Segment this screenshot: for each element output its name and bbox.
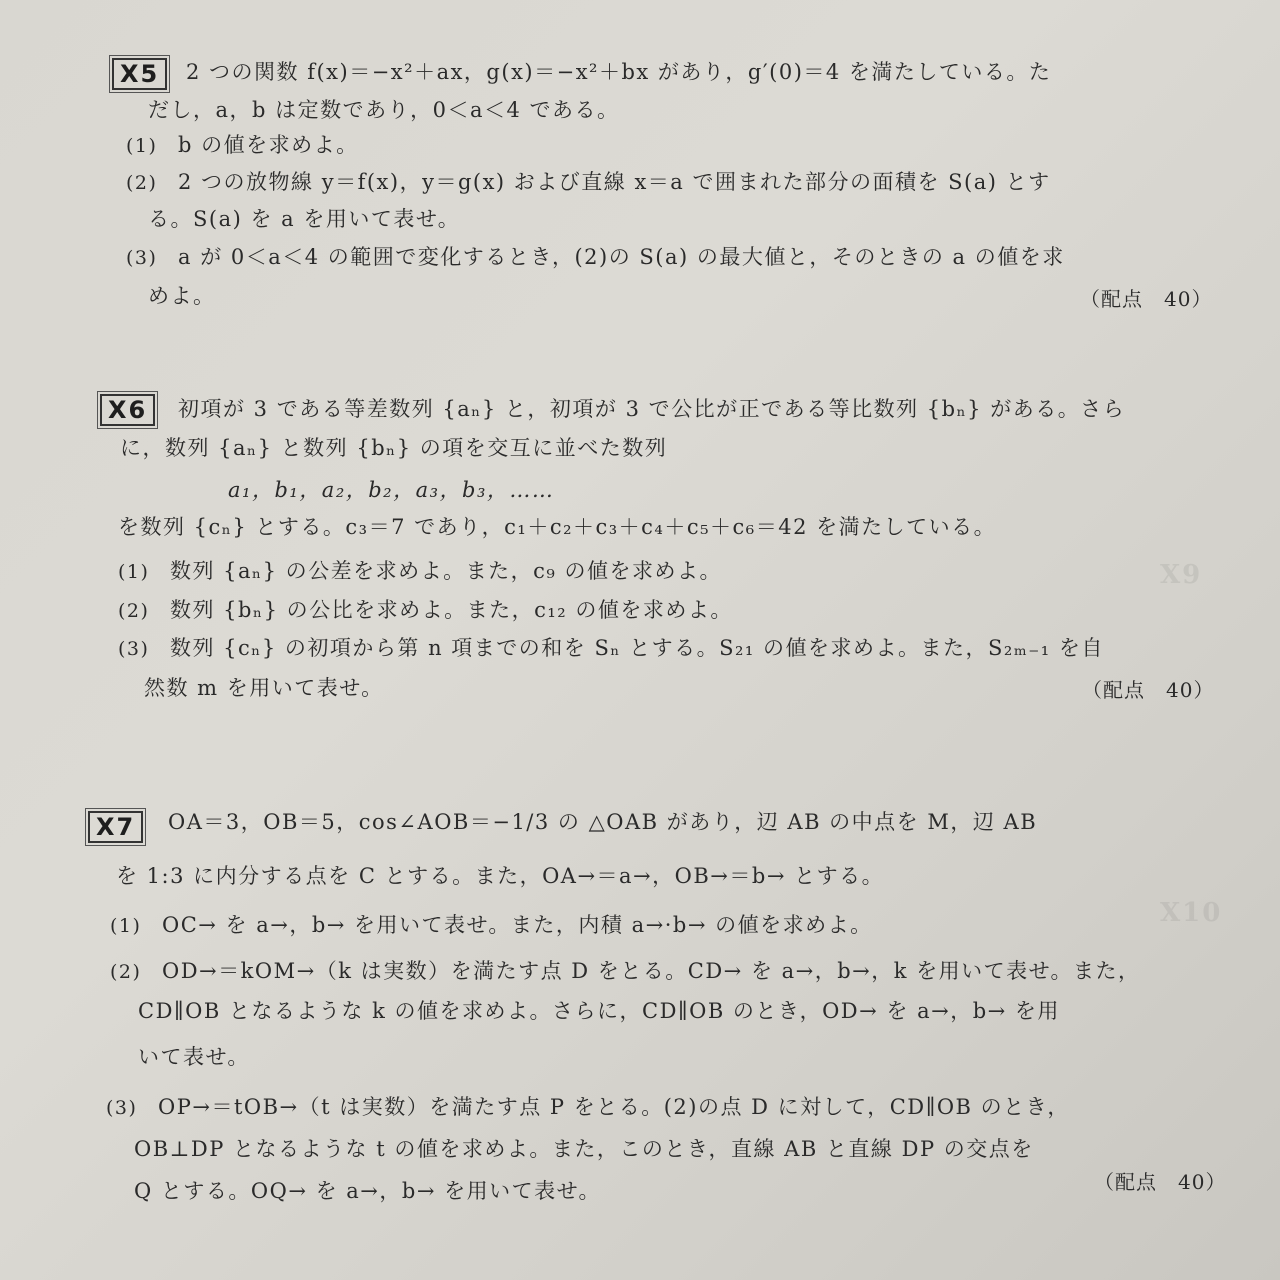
- x5-q1: [126, 131, 359, 160]
- question-text: OD→＝kOM→（k は実数）を満たす点 D をとる。CD→ を a→，b→，k を用いて表せ。また，: [162, 959, 1141, 983]
- x5-stem-line-1: 2 つの関数 f(x)＝−x²＋ax，g(x)＝−x²＋bx があり，g′(0)＝4 を満たしている。た: [186, 60, 1052, 84]
- question-number: (2): [126, 172, 158, 194]
- x6-q3-cont: 然数 m を用いて表せ。: [144, 676, 384, 700]
- x6-stem-line-2: に，数列 {aₙ} と数列 {bₙ} の項を交互に並べた数列: [120, 436, 668, 460]
- x5-q2-cont: る。S(a) を a を用いて表せ。: [148, 207, 461, 231]
- x6-score: （配点 40）: [1082, 678, 1215, 702]
- x5-stem-line-2: だし，a，b は定数であり，0＜a＜4 である。: [148, 98, 620, 122]
- bleedthrough-x10: X10: [1160, 898, 1223, 928]
- x7-q2: [110, 957, 1141, 986]
- x7-q3: [106, 1093, 1070, 1122]
- x7-q1: [110, 911, 873, 940]
- question-number: (3): [126, 247, 158, 269]
- x7-score: （配点 40）: [1094, 1170, 1227, 1194]
- question-number: (1): [110, 915, 142, 937]
- question-text: 2 つの放物線 y＝f(x)，y＝g(x) および直線 x＝a で囲まれた部分の面積を S(a) とす: [178, 170, 1051, 194]
- question-number: (3): [106, 1097, 138, 1119]
- question-text: b の値を求めよ。: [178, 133, 359, 157]
- x6-q3: [118, 634, 1104, 663]
- x7-q2-cont-2: いて表せ。: [138, 1045, 250, 1069]
- problem-label-x5: X5: [112, 58, 167, 90]
- problem-label-x6: X6: [100, 394, 155, 426]
- x6-stem-line-1: 初項が 3 である等差数列 {aₙ} と，初項が 3 で公比が正である等比数列 {bₙ} がある。さら: [178, 397, 1126, 421]
- question-number: (2): [118, 600, 150, 622]
- question-text: 数列 {bₙ} の公比を求めよ。また，c₁₂ の値を求めよ。: [170, 598, 733, 622]
- x5-q3: [126, 243, 1065, 272]
- question-text: OC→ を a→，b→ を用いて表せ。また，内積 a→·b→ の値を求めよ。: [162, 913, 873, 937]
- x6-q2: [118, 596, 733, 625]
- x6-sequence: a₁，b₁，a₂，b₂，a₃，b₃，……: [228, 478, 555, 502]
- question-number: (1): [126, 135, 158, 157]
- question-number: (3): [118, 638, 150, 660]
- bleedthrough-x9: X9: [1160, 560, 1203, 590]
- x5-q3-cont: めよ。: [148, 284, 216, 308]
- question-text: 数列 {aₙ} の公差を求めよ。また，c₉ の値を求めよ。: [170, 559, 723, 583]
- x6-stem-line-4: を数列 {cₙ} とする。c₃＝7 であり，c₁＋c₂＋c₃＋c₄＋c₅＋c₆＝42 を満たしている。: [118, 515, 997, 539]
- x7-stem-line-1: OA＝3，OB＝5，cos∠AOB＝−1/3 の △OAB があり，辺 AB の中点を M，辺 AB: [168, 810, 1038, 834]
- question-text: OP→＝tOB→（t は実数）を満たす点 P をとる。(2)の点 D に対して，CD∥OB のとき，: [158, 1095, 1070, 1119]
- question-text: 数列 {cₙ} の初項から第 n 項までの和を Sₙ とする。S₂₁ の値を求めよ。また，S₂ₘ₋₁ を自: [170, 636, 1104, 660]
- x6-q1: [118, 557, 722, 586]
- x7-stem-line-2: を 1:3 に内分する点を C とする。また，OA→＝a→，OB→＝b→ とする。: [116, 864, 885, 888]
- x7-q3-cont-2: Q とする。OQ→ を a→，b→ を用いて表せ。: [134, 1179, 601, 1203]
- x5-q2: [126, 168, 1051, 197]
- question-number: (1): [118, 561, 150, 583]
- x5-score: （配点 40）: [1080, 287, 1213, 311]
- problem-label-x7: X7: [88, 811, 143, 843]
- x7-q2-cont-1: CD∥OB となるような k の値を求めよ。さらに，CD∥OB のとき，OD→ を a→，b→ を用: [138, 999, 1060, 1023]
- x7-q3-cont-1: OB⊥DP となるような t の値を求めよ。また，このとき，直線 AB と直線 DP の交点を: [134, 1137, 1034, 1161]
- question-text: a が 0＜a＜4 の範囲で変化するとき，(2)の S(a) の最大値と，そのときの a の値を求: [178, 245, 1065, 269]
- question-number: (2): [110, 961, 142, 983]
